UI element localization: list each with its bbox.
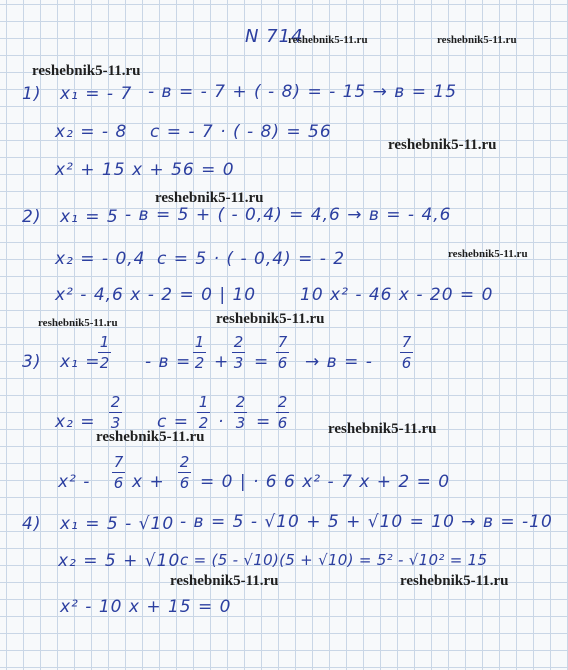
root-x2: x₂ = 5 + √10 (58, 551, 181, 571)
part-label: 4) (22, 514, 42, 534)
dot-sign: · (218, 412, 225, 432)
root-x2: x₂ = - 0,4 (55, 249, 146, 269)
fraction: 1 2 (198, 393, 209, 432)
problem-number: N 714 (245, 26, 304, 47)
equals-sign: = (254, 352, 270, 372)
fraction: 2 3 (110, 393, 121, 432)
watermark: reshebnik5-11.ru (388, 137, 497, 153)
watermark: reshebnik5-11.ru (96, 429, 205, 445)
vieta-product-label: c = (157, 412, 189, 432)
fraction: 7 6 (113, 453, 124, 492)
fraction: 7 6 (401, 333, 412, 372)
quadratic-equation-start: x² - (58, 472, 91, 492)
watermark: reshebnik5-11.ru (437, 34, 517, 46)
watermark: reshebnik5-11.ru (288, 34, 368, 46)
arrow-result: → в = - (305, 352, 373, 372)
watermark: reshebnik5-11.ru (38, 317, 118, 329)
root-x2-label: x₂ = (55, 412, 96, 432)
vieta-sum: - в = 5 - √10 + 5 + √10 = 10 → в = -10 (180, 512, 553, 532)
vieta-sum: - в = - 7 + ( - 8) = - 15 → в = 15 (148, 82, 458, 102)
plus-sign: + (214, 352, 230, 372)
quadratic-equation: x² - 10 x + 15 = 0 (60, 597, 232, 617)
root-x1: x₁ = - 7 (60, 84, 133, 104)
fraction: 1 2 (99, 333, 110, 372)
vieta-product: c = 5 · ( - 0,4) = - 2 (157, 249, 346, 269)
watermark: reshebnik5-11.ru (448, 248, 528, 260)
fraction: 7 6 (277, 333, 288, 372)
watermark: reshebnik5-11.ru (216, 311, 325, 327)
scaled-equation: 10 x² - 46 x - 20 = 0 (300, 285, 494, 305)
fraction: 2 3 (235, 393, 246, 432)
part-label: 2) (22, 207, 42, 227)
root-x1-label: x₁ = (60, 352, 101, 372)
part-label: 1) (22, 84, 42, 104)
vieta-sum-label: - в = (145, 352, 192, 372)
vieta-sum: - в = 5 + ( - 0,4) = 4,6 → в = - 4,6 (125, 205, 452, 225)
vieta-product: c = - 7 · ( - 8) = 56 (150, 122, 332, 142)
watermark: reshebnik5-11.ru (32, 63, 141, 79)
fraction: 2 6 (179, 453, 190, 492)
watermark: reshebnik5-11.ru (400, 573, 509, 589)
watermark: reshebnik5-11.ru (328, 421, 437, 437)
root-x1: x₁ = 5 - √10 (60, 514, 175, 534)
fraction: 2 6 (277, 393, 288, 432)
quadratic-equation: x² - 4,6 x - 2 = 0 | 10 (55, 285, 257, 305)
root-x2: x₂ = - 8 (55, 122, 128, 142)
fraction: 1 2 (194, 333, 205, 372)
watermark: reshebnik5-11.ru (155, 190, 264, 206)
quadratic-equation: x² + 15 x + 56 = 0 (55, 160, 235, 180)
quadratic-equation-end: = 0 | · 6 6 x² - 7 x + 2 = 0 (200, 472, 451, 492)
vieta-product: c = (5 - √10)(5 + √10) = 5² - √10² = 15 (180, 551, 488, 569)
part-label: 3) (22, 352, 42, 372)
equals-sign: = (256, 412, 272, 432)
fraction: 2 3 (233, 333, 244, 372)
root-x1: x₁ = 5 (60, 207, 119, 227)
quadratic-equation-mid: x + (132, 472, 165, 492)
watermark: reshebnik5-11.ru (170, 573, 279, 589)
